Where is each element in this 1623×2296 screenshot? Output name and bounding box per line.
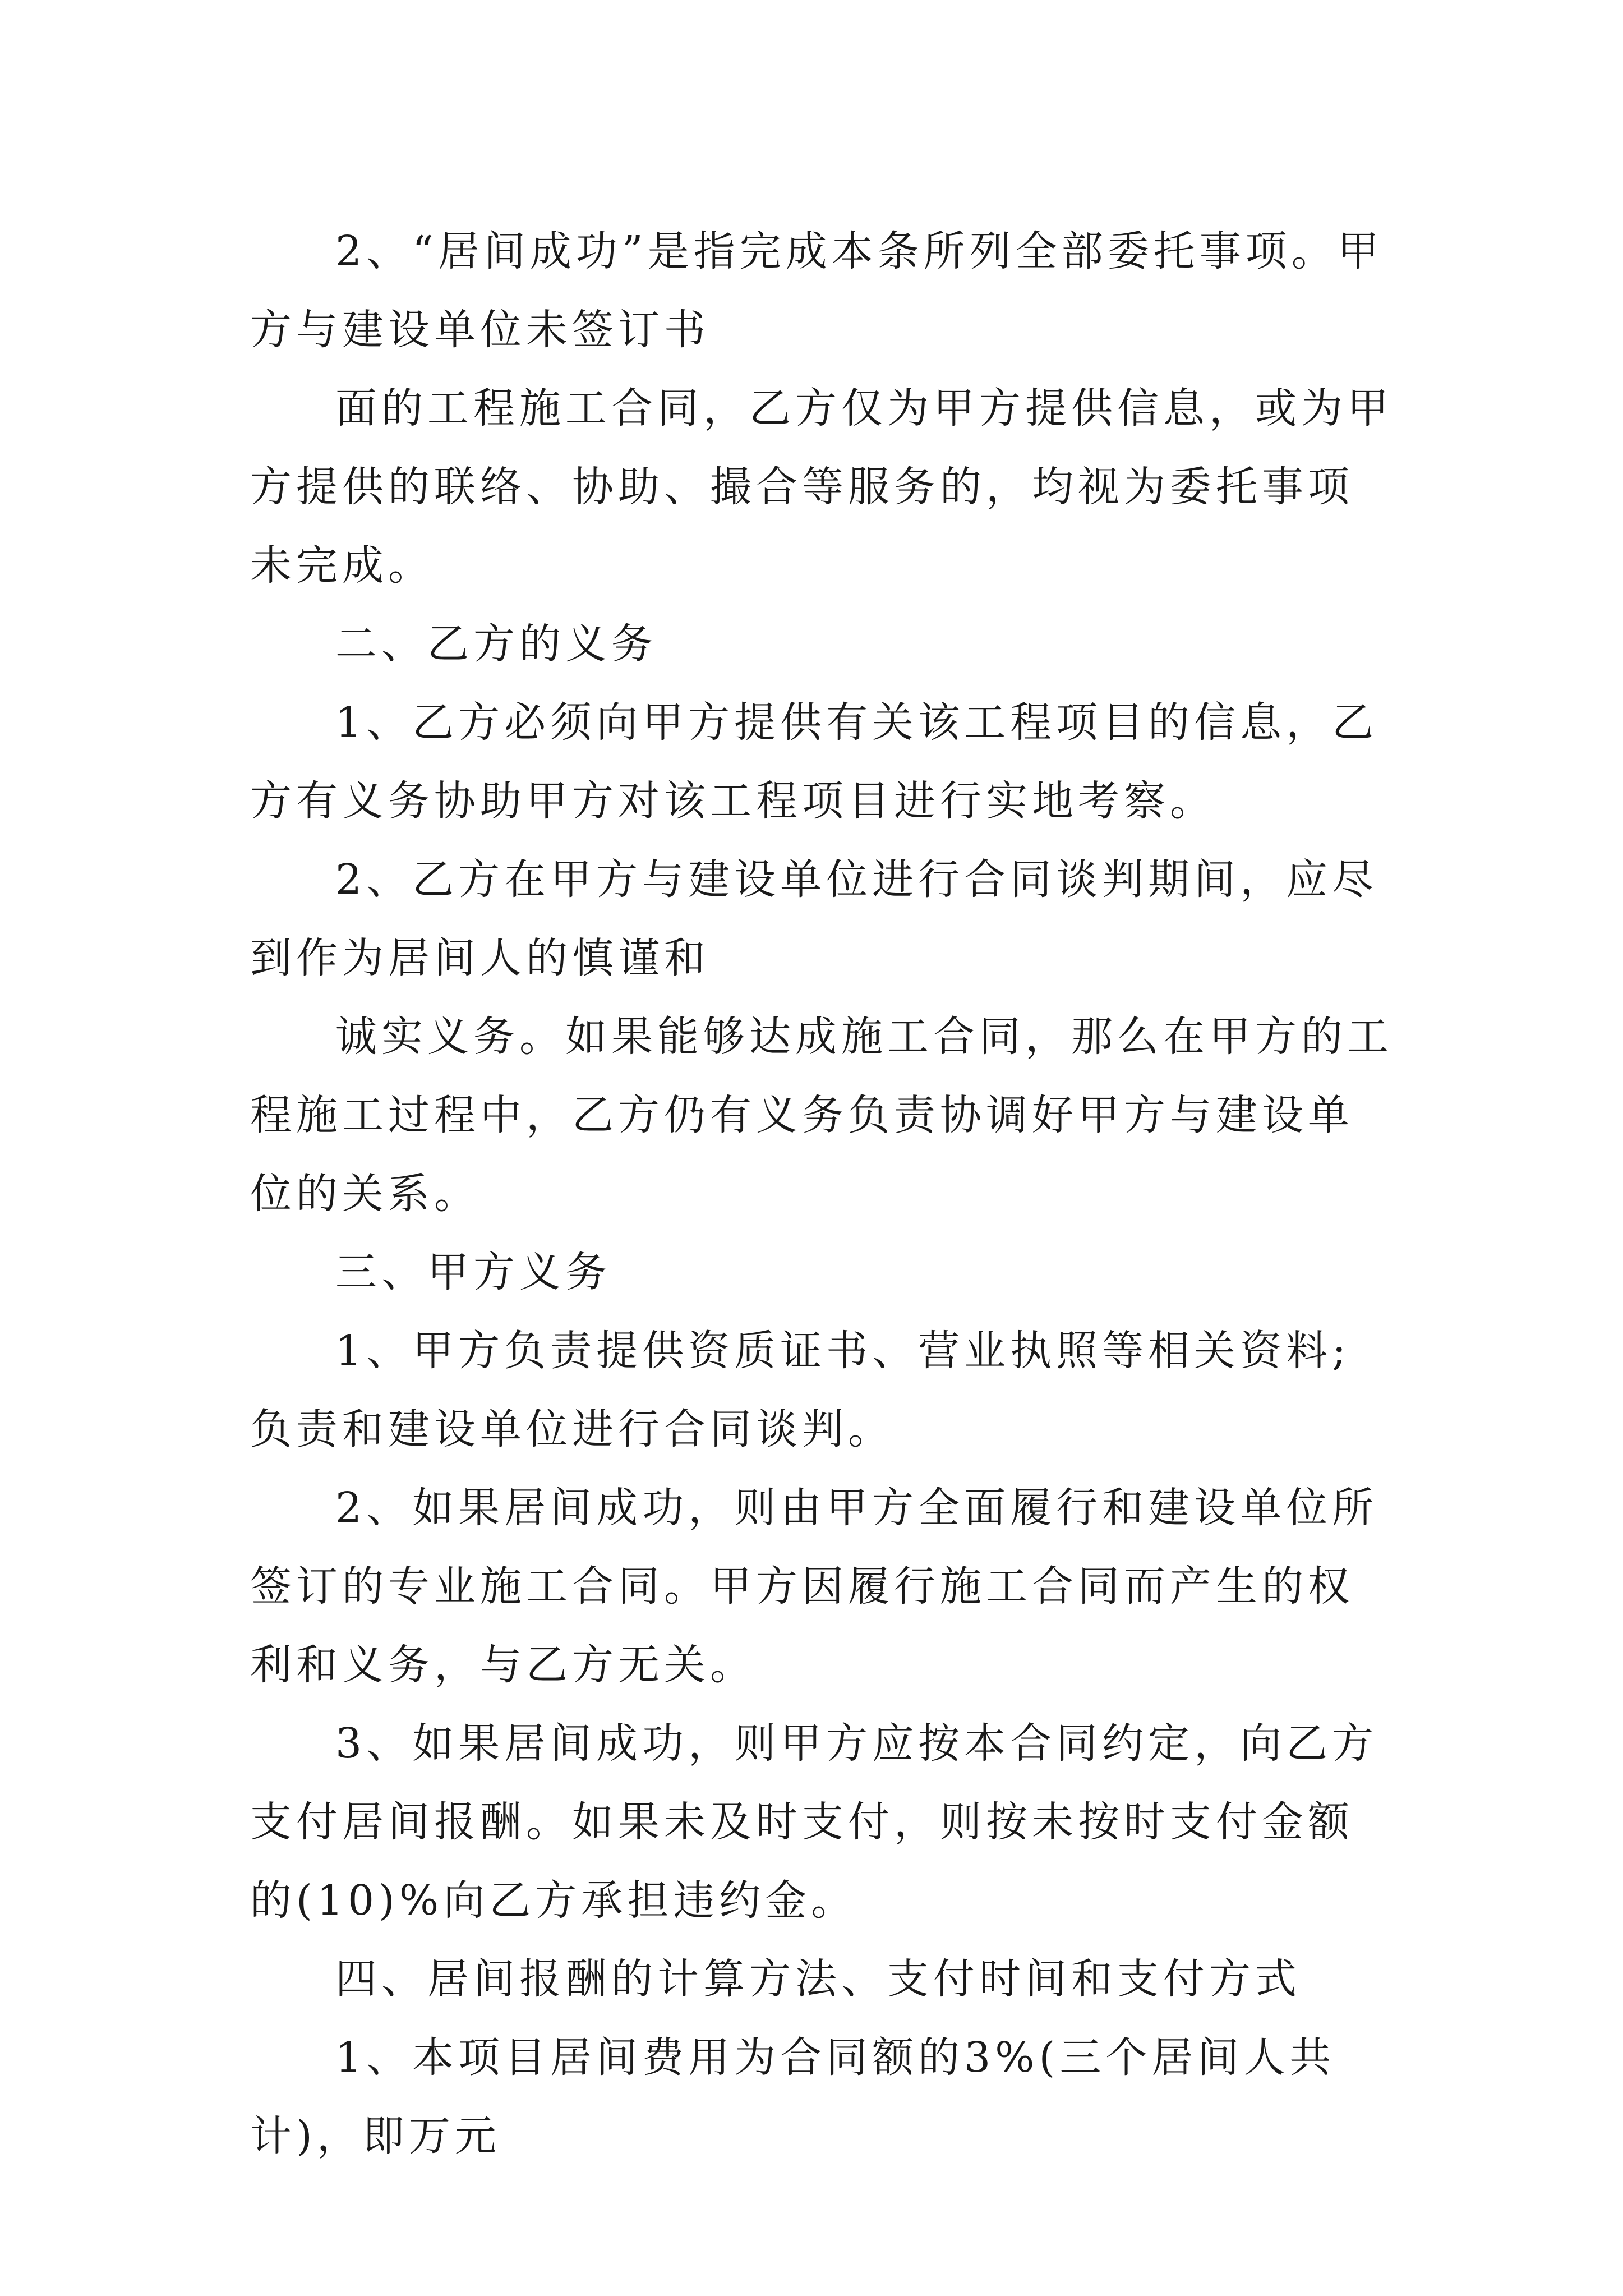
paragraph-success-definition: 2、“居间成功”是指完成本条所列全部委托事项。甲方与建设单位未签订书 <box>250 227 1384 354</box>
heading-brokerage-fee: 四、居间报酬的计算方法、支付时间和支付方式 <box>335 1955 1301 2003</box>
paragraph-party-b-obligation-1: 1、乙方必须向甲方提供有关该工程项目的信息，乙方有义务协助甲方对该工程项目进行实地考察。 <box>250 698 1378 825</box>
paragraph-party-b-obligation-2: 2、乙方在甲方与建设单位进行合同谈判期间，应尽到作为居间人的慎谨和 <box>250 855 1378 982</box>
heading-party-b-obligations: 二、乙方的义务 <box>335 620 657 668</box>
paragraph-party-a-obligation-2: 2、如果居间成功，则由甲方全面履行和建设单位所签订的专业施工合同。甲方因履行施工合同而产生的权利和义务，与乙方无关。 <box>250 1484 1378 1689</box>
paragraph-party-a-obligation-3: 3、如果居间成功，则甲方应按本合同约定，向乙方支付居间报酬。如果未及时支付，则按未按时支付金额的(10)%向乙方承担违约金。 <box>250 1719 1378 1925</box>
document-body <box>250 212 1394 2175</box>
paragraph-party-b-obligation-2-cont: 诚实义务。如果能够达成施工合同，那么在甲方的工程施工过程中，乙方仍有义务负责协调好甲方与建设单位的关系。 <box>250 1013 1393 1218</box>
paragraph-brokerage-fee-1: 1、本项目居间费用为合同额的3%(三个居间人共计)，即万元 <box>250 2033 1336 2160</box>
heading-party-a-obligations: 三、甲方义务 <box>335 1248 611 1296</box>
paragraph-success-definition-cont: 面的工程施工合同，乙方仅为甲方提供信息，或为甲方提供的联络、协助、撮合等服务的，均视为委托事项未完成。 <box>250 384 1393 590</box>
paragraph-party-a-obligation-1: 1、甲方负责提供资质证书、营业执照等相关资料;负责和建设单位进行合同谈判。 <box>250 1327 1351 1453</box>
